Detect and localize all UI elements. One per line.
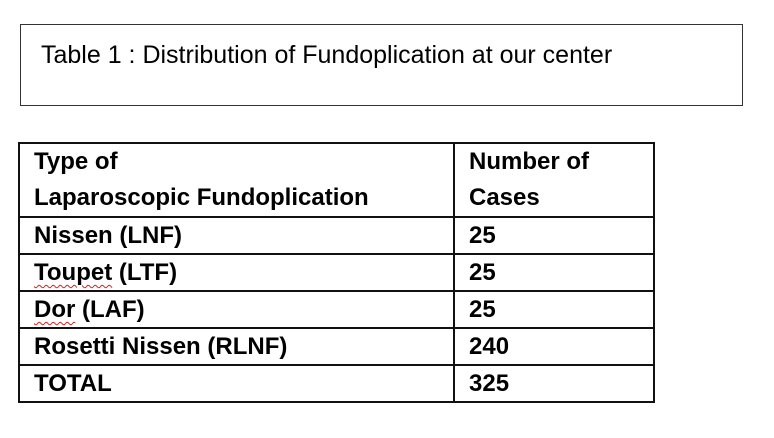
type-name: Nissen bbox=[34, 222, 113, 249]
type-cell bbox=[19, 254, 454, 291]
cases-cell: 240 bbox=[454, 328, 654, 365]
table-total-row bbox=[19, 365, 654, 402]
table-header-row bbox=[19, 143, 654, 217]
header-count-line1: Number of bbox=[469, 148, 589, 175]
type-abbrev: Nissen (RLNF) bbox=[115, 333, 288, 360]
table-row bbox=[19, 328, 654, 365]
header-type-line1: Type of bbox=[34, 148, 118, 175]
type-name-spellcheck-marked: Dor bbox=[34, 296, 76, 323]
type-cell bbox=[19, 291, 454, 328]
table-row bbox=[19, 291, 654, 328]
cases-cell: 25 bbox=[454, 291, 654, 328]
table-row bbox=[19, 217, 654, 254]
type-cell bbox=[19, 328, 454, 365]
table-caption: Table 1 : Distribution of Fundoplication at our center bbox=[41, 41, 613, 69]
total-label-cell: TOTAL bbox=[19, 365, 454, 402]
type-abbrev: (LTF) bbox=[112, 259, 178, 286]
fundoplication-table bbox=[18, 142, 655, 403]
cases-cell: 25 bbox=[454, 217, 654, 254]
type-abbrev: (LAF) bbox=[75, 296, 145, 323]
type-abbrev: (LNF) bbox=[112, 222, 183, 249]
table-row bbox=[19, 254, 654, 291]
type-name-spellcheck-marked: Toupet bbox=[34, 259, 113, 286]
cases-cell: 25 bbox=[454, 254, 654, 291]
header-type-line2: Laparoscopic Fundoplication bbox=[34, 184, 369, 211]
header-count-cell bbox=[454, 143, 654, 217]
table-caption-box bbox=[20, 24, 743, 106]
header-type-cell bbox=[19, 143, 454, 217]
type-cell bbox=[19, 217, 454, 254]
type-name: Rosetti bbox=[34, 333, 116, 360]
total-cases-cell: 325 bbox=[454, 365, 654, 402]
header-count-line2: Cases bbox=[469, 184, 540, 211]
